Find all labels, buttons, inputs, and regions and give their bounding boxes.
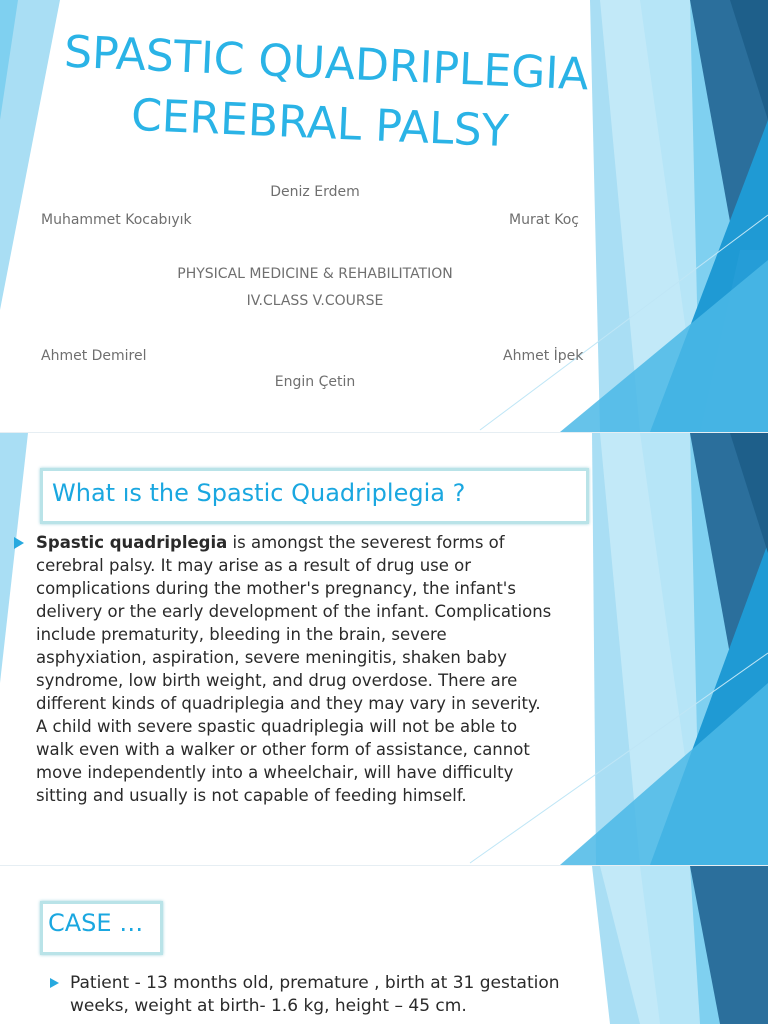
slide-decoration-left: [0, 433, 40, 865]
bullet-icon: [14, 537, 24, 549]
slide-heading: What ıs the Spastic Quadriplegia ?: [52, 479, 466, 507]
case-slide: [0, 866, 768, 1024]
department-label: PHYSICAL MEDICINE & REHABILITATION: [177, 266, 453, 282]
term-bold: Spastic quadriplegia: [36, 533, 228, 552]
author-right-1: Murat Koç: [509, 212, 579, 228]
slide-heading: CASE …: [48, 909, 144, 937]
author-top: Deniz Erdem: [270, 184, 360, 200]
heading-box: [40, 468, 589, 524]
case-bullet-1: Patient - 13 months old, premature , birth at 31 gestation weeks, weight at birth- 1.6 kg, height – 45 cm.: [70, 973, 560, 1016]
title-slide: [0, 0, 768, 432]
bullet-icon: [50, 978, 59, 988]
definition-paragraph: [36, 531, 556, 807]
course-label: IV.CLASS V.COURSE: [246, 293, 384, 309]
title-line-2: CEREBRAL PALSY: [130, 89, 510, 158]
heading-box: [40, 901, 163, 955]
author-right-2: Ahmet İpek: [503, 348, 584, 364]
title-line-1: SPASTIC QUADRIPLEGIA: [62, 26, 590, 101]
author-left-2: Ahmet Demirel: [41, 348, 147, 364]
definition-slide: [0, 433, 768, 865]
author-bottom: Engin Çetin: [274, 374, 356, 390]
definition-body: is amongst the severest forms of cerebral palsy. It may arise as a result of drug use or complications during the mother's pregnancy, the infant's delivery or the early development of the infant. Complications include prematurity, bleeding in the brain, severe asphyxiation, aspiration, severe meningitis, shaken baby syndrome, low birth weight, and drug overdose. There are different kinds of quadriplegia and they may vary in severity. A child with severe spastic quadriplegia will not be able to walk even with a walker or other form of assistance, cannot move independently into a wheelchair, will have difficulty sitting and usually is not capable of feeding himself.: [36, 533, 552, 805]
author-left-1: Muhammet Kocabıyık: [41, 212, 192, 228]
